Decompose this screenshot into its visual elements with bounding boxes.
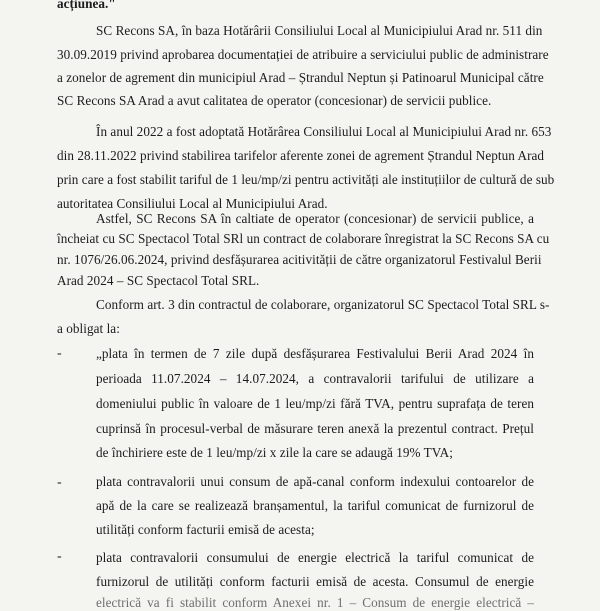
paragraph3-line1: Astfel, SC Recons SA în caltiate de operator (concesionar) de servicii publice, a <box>96 211 534 226</box>
paragraph3-line4: Arad 2024 – SC Spectacol Total SRL. <box>57 273 260 288</box>
paragraph3-line3: nr. 1076/26.06.2024, privind desfășurarea acitivității de către organizatorul Festivalul Berii <box>57 252 542 267</box>
top-fragment: acțiunea." <box>57 0 116 11</box>
paragraph2-line2: din 28.11.2022 privind stabilirea tarifelor aferente zonei de agrement Ștrandul Neptun Arad <box>57 148 545 163</box>
bullet-1-line3: domeniului public în valoare de 1 leu/mp/zi fără TVA, pentru suprafața de teren <box>96 396 534 411</box>
paragraph2-line4: autoritatea Consiliului Local al Municipiului Arad. <box>57 196 328 211</box>
bullet-1-line2: perioada 11.07.2024 – 14.07.2024, a contravalorii tarifului de utilizare a <box>96 371 534 386</box>
paragraph2-line1: În anul 2022 a fost adoptată Hotărârea Consiliului Local al Municipiului Arad nr. 653 <box>96 124 552 139</box>
bullet-2-marker: - <box>57 475 62 490</box>
paragraph1-line1: SC Recons SA, în baza Hotărârii Consiliului Local al Municipiului Arad nr. 511 din <box>96 23 543 38</box>
bullet-2-line2: apă de la care se realizează branșamentul, la tariful comunicat de furnizorul de <box>96 498 534 513</box>
bullet-2-line3: utilități conform facturii emisă de acesta; <box>96 522 315 537</box>
bullet-3-line1: plata contravalorii consumului de energie electrică la tariful comunicat de <box>96 550 534 565</box>
bullet-3-line2: furnizorul de utilități conform facturii emisă de acesta. Consumul de energie <box>96 574 534 589</box>
bullet-1-line5: de închiriere este de 1 leu/mp/zi x zile la care se adaugă 19% TVA; <box>96 445 453 460</box>
bullet-3-line3: electrică va fi stabilit conform Anexei nr. 1 – Consum de energie electrică – <box>96 595 534 610</box>
bullet-3-marker: - <box>57 549 62 564</box>
paragraph3-line2: încheiat cu SC Spectacol Total SRl un contract de colaborare înregistrat la SC Recons SA cu <box>57 231 550 246</box>
bullet-1-line1: „plata în termen de 7 zile după desfășurarea Festivalului Berii Arad 2024 în <box>96 346 534 361</box>
paragraph1-line3: a zonelor de agrement din municipiul Arad – Ștrandul Neptun și Patinoarul Municipal către <box>57 70 544 85</box>
paragraph1-line2: 30.09.2019 privind aprobarea documentației de atribuire a serviciului public de administrare <box>57 47 549 62</box>
bullet-2-line1: plata contravalorii unui consum de apă-canal conform indexului contoarelor de <box>96 474 534 489</box>
paragraph4-line1: Conform art. 3 din contractul de colaborare, organizatorul SC Spectacol Total SRL s- <box>96 297 550 312</box>
paragraph4-line2: a obligat la: <box>57 321 120 336</box>
paragraph1-line4: SC Recons SA Arad a avut calitatea de operator (concesionar) de servicii publice. <box>57 93 492 108</box>
bullet-1-line4: cuprinsă în procesul-verbal de măsurare teren anexă la prezentul contract. Prețul <box>96 421 534 436</box>
paragraph2-line3: prin care a fost stabilit tariful de 1 leu/mp/zi pentru activități ale instituțiilor de cultură de sub <box>57 172 555 187</box>
bullet-1-marker: - <box>57 346 62 361</box>
